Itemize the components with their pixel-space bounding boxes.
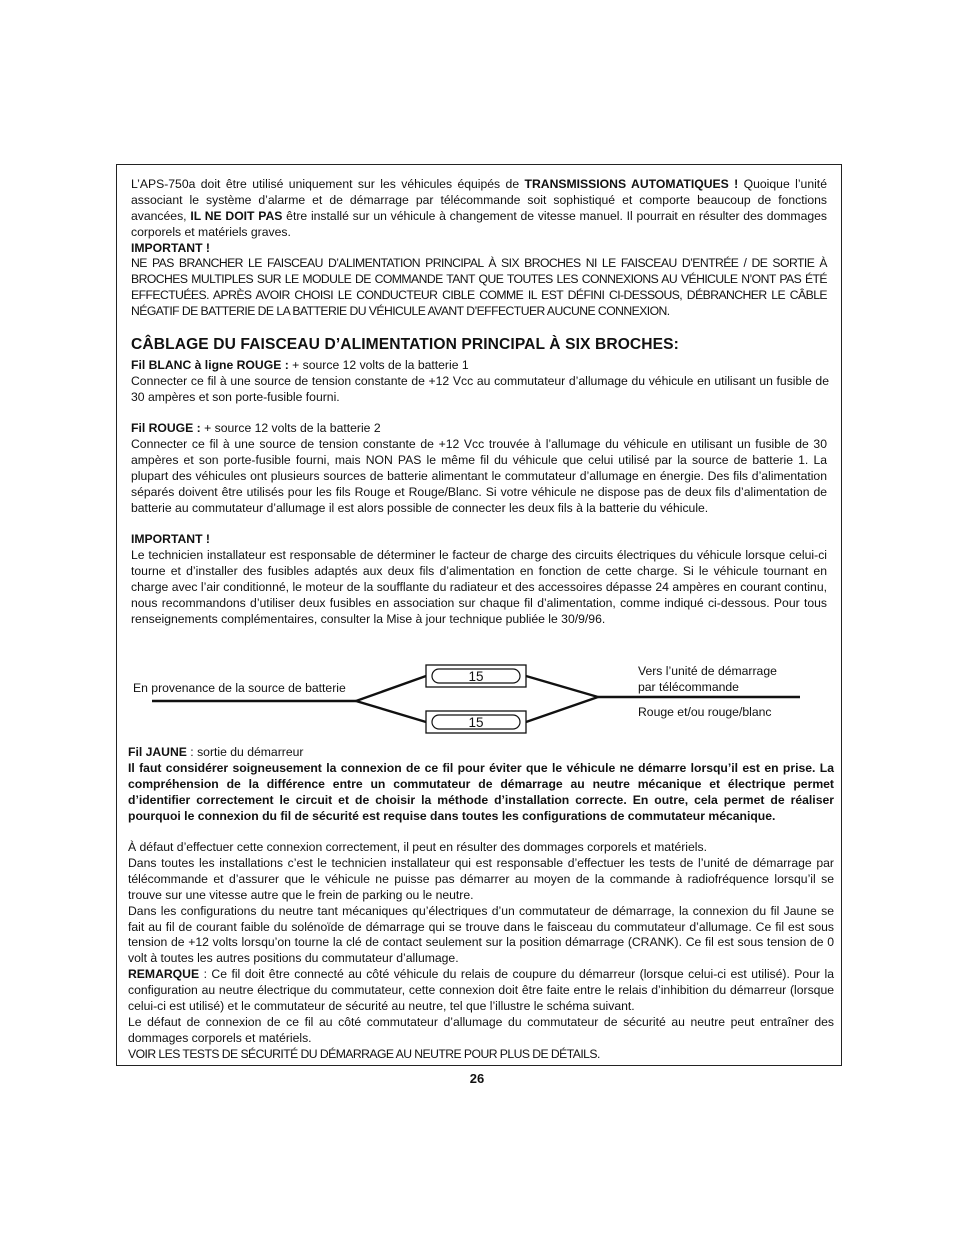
intro-text-e: être installé sur un véhicule à changement de vitesse manuel. Il pourrait en résulter des dommages corporels et matériels graves. (131, 208, 827, 239)
branch-wire-bottom-left (356, 701, 426, 722)
red-wire-block (131, 421, 827, 516)
yellow-wire-label: Fil JAUNE (128, 745, 187, 759)
yellow-paragraph-4: Le défaut de connexion de ce fil au côté commutateur d’allumage du commutateur de sécurité au neutre peut entraîner des dommages corporels et matériels. (128, 1014, 834, 1045)
important-load-label: IMPORTANT ! (131, 532, 210, 546)
white-red-wire-label: Fil BLANC à ligne ROUGE : (131, 358, 289, 372)
white-red-wire-block (131, 358, 829, 406)
important-label: IMPORTANT ! (131, 241, 210, 255)
section-heading: CÂBLAGE DU FAISCEAU D’ALIMENTATION PRINCIPAL À SIX BROCHES: (131, 336, 679, 353)
remark-body: : Ce fil doit être connecté au côté véhicule du relais de coupure du démarreur (lorsque celui-ci est utilisé). Pour la configuration au neutre électrique du commutateur, cette connexion doit être faite entre le relais d’inhibition du démarreur (lorsque celui-ci est utilisé) et le commutateur de sécurité au neutre, tel que l’illustre le schéma suivant. (128, 967, 834, 1014)
diagram-label-to-unit-2: par télécommande (638, 680, 739, 694)
fuse-holder-bottom (426, 711, 526, 733)
yellow-see-tests-note: VOIR LES TESTS DE SÉCURITÉ DU DÉMARRAGE AU NEUTRE POUR PLUS DE DÉTAILS. (128, 1046, 600, 1061)
page-number: 26 (469, 1071, 485, 1086)
important-load-block (131, 532, 827, 627)
yellow-wire-heading (128, 745, 303, 761)
diagram-label-wire-colors: Rouge et/ou rouge/blanc (638, 705, 772, 719)
fuse-value-bottom: 15 (468, 715, 484, 730)
warning-paragraph: NE PAS BRANCHER LE FAISCEAU D’ALIMENTATION PRINCIPAL À SIX BROCHES NI LE FAISCEAU D’ENTRÉE / DE SORTIE À BROCHES MULTIPLES SUR LE MODULE DE COMMANDE TANT QUE TOUTES LES CONNEXIONS AU VÉHICULE N’ONT PAS ÉTÉ EFFECTUÉES. APRÈS AVOIR CHOISI LE CONDUCTEUR CIBLE COMME IL EST DÉFINI CI-DESSOUS, DÉBRANCHER LE CÂBLE NÉGATIF DE BATTERIE DE LA BATTERIE DU VÉHICULE AVANT D’EFFECTUER AUCUNE CONNEXION. (131, 256, 827, 318)
yellow-body (128, 840, 834, 1063)
intro-text-a: L’APS-750a doit être utilisé uniquement sur les véhicules équipés de (131, 177, 525, 191)
fuse-holder-top (426, 665, 526, 687)
yellow-paragraph-1: À défaut d’effectuer cette connexion correctement, il peut en résulter des dommages corporels et matériels. (128, 840, 707, 854)
important-load-body: Le technicien installateur est responsable de déterminer le facteur de charge des circuits électriques du véhicule lorsque celui-ci tourne et d’installer des fusibles adaptés aux deux fils d’alimentation en fonction de cette charge. Si le véhicule tournant en charge avec l’air conditionné, le moteur de la soufflante du radiateur et des accessoires dépasse 24 ampères en courant continu, nous recommandons d’utiliser deux fusibles en association sur chaque fil d’alimentation, comme indiqué ci-dessous. Pour tous renseignements complémentaires, consulter la Mise à jour technique publiée le 30/9/96. (131, 547, 827, 626)
red-wire-label: Fil ROUGE : (131, 421, 201, 435)
white-red-wire-body: Connecter ce fil à une source de tension constante de +12 Vcc au commutateur d’allumage du véhicule en utilisant un fusible de 30 ampères et son porte-fusible fourni. (131, 373, 829, 404)
branch-wire-top-right (526, 676, 598, 697)
yellow-warning-paragraph: Il faut considérer soigneusement la connexion de ce fil pour éviter que le véhicule ne démarre lorsqu’il est en prise. La compréhension de la différence entre un commutateur de démarrage au neutre mécanique et électrique permet d’identifier correctement le circuit et de choisir la méthode d’installation correcte. En outre, cela permet de réaliser pourquoi le connexion du fil de sécurité est requise dans toutes les configurations de commutateur mécanique. (128, 761, 834, 823)
diagram-label-to-unit-1: Vers l’unité de démarrage (638, 664, 777, 678)
diagram-label-battery-source: En provenance de la source de batterie (133, 681, 346, 695)
intro-emphasis-automatic: TRANSMISSIONS AUTOMATIQUES ! (524, 177, 739, 191)
white-red-wire-desc: + source 12 volts de la batterie 1 (288, 358, 469, 372)
yellow-wire-desc: : sortie du démarreur (186, 745, 304, 759)
red-wire-body: Connecter ce fil à une source de tension constante de +12 Vcc trouvée à l’allumage du véhicule en utilisant un fusible de 30 ampères et son porte-fusible fourni, mais NON PAS le même fil du véhicule que celui utilisé par la source de batterie 1. La plupart des véhicules ont plusieurs sources de batterie alimentant le commutateur d’allumage en énergie. Des fils d’alimentation séparés doivent être utilisés pour les fils Rouge et Rouge/Blanc. Si votre véhicule ne dispose pas de deux fils d’alimentation de batterie au commutateur d’allumage il est alors possible de connecter les deux fils à la batterie du véhicule. (131, 436, 827, 515)
red-wire-desc: + source 12 volts de la batterie 2 (200, 421, 381, 435)
fuse-wiring-diagram (116, 655, 816, 745)
yellow-paragraph-3: Dans les configurations du neutre tant mécaniques qu’électriques d’un commutateur de démarrage, la connexion du fil Jaune se fait au fil de courant faible du solénoïde de démarrage qui se trouve dans le faisceau du commutateur d’allumage. Ce fil est sous tension de +12 volts lorsqu’on tourne la clé de contact seulement sur la position démarrage (CRANK). Ce fil est sous tension de 0 volt à toutes les autres positions du commutateur d’allumage. (128, 903, 834, 966)
remark-label: REMARQUE (128, 967, 200, 982)
branch-wire-bottom-right (526, 697, 598, 722)
intro-text-c: Quoique l’unité associant le système d’alarme et de démarrage par télécommande soit sophistiqué et comporte beaucoup de fonctions avancées, (131, 177, 827, 223)
intro-emphasis-must-not: IL NE DOIT PAS (190, 208, 283, 223)
fuse-value-top: 15 (468, 669, 484, 684)
intro-paragraph (131, 177, 827, 241)
branch-wire-top-left (356, 676, 426, 701)
yellow-paragraph-2: Dans toutes les installations c’est le technicien installateur qui est responsable d’effectuer les tests de l’unité de démarrage par télécommande et d’assurer que le véhicule ne puisse pas démarrer au moyen de la commande à radiofréquence lorsqu’il se trouve sur une vitesse autre que le frein de parking ou le neutre. (128, 855, 834, 902)
